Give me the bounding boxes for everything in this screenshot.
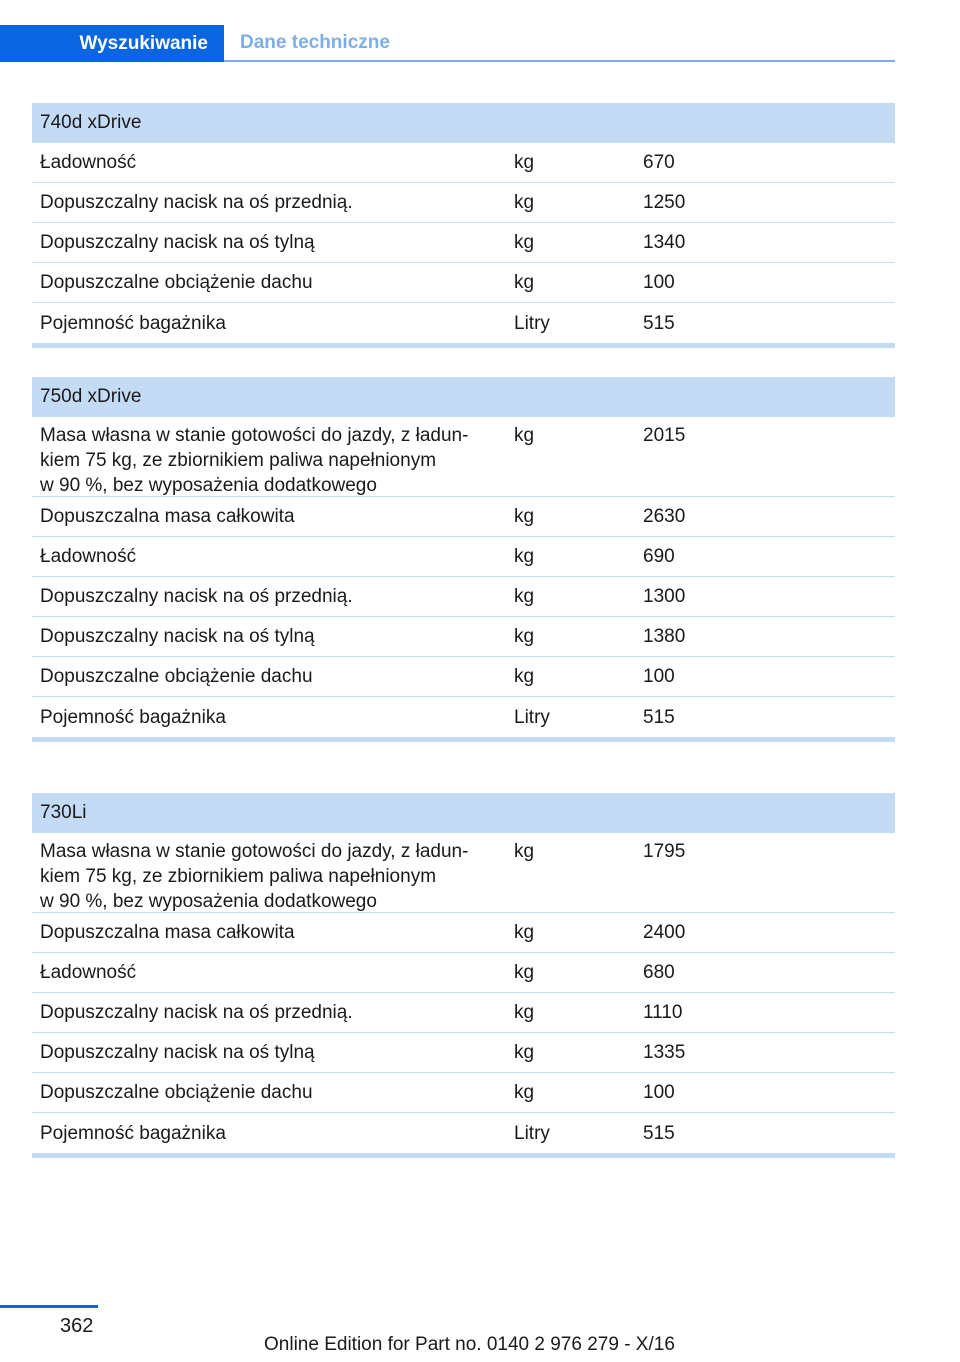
tab-search[interactable]: Wyszukiwanie xyxy=(0,25,224,62)
table-row xyxy=(32,913,895,953)
spec-table-750d xyxy=(32,377,895,742)
row-unit: kg xyxy=(514,666,535,687)
row-value: 2400 xyxy=(643,922,686,943)
row-label: Ładowność xyxy=(40,962,137,983)
row-unit: kg xyxy=(514,506,535,527)
row-label: Dopuszczalne obciążenie dachu xyxy=(40,1082,313,1103)
row-value: 1380 xyxy=(643,626,686,647)
row-label: Pojemność bagażnika xyxy=(40,312,226,334)
row-unit: kg xyxy=(514,1002,535,1023)
table-bottom-rule xyxy=(32,1153,895,1158)
row-value: 680 xyxy=(643,962,675,983)
table-row xyxy=(32,223,895,263)
table-row xyxy=(32,497,895,537)
row-value: 1110 xyxy=(643,1002,683,1023)
table-title: 730Li xyxy=(32,793,895,833)
row-unit: kg xyxy=(514,841,535,862)
footer-rule xyxy=(0,1305,98,1308)
row-label: Ładowność xyxy=(40,152,137,173)
row-label: Pojemność bagażnika xyxy=(40,1122,226,1144)
row-value: 2630 xyxy=(643,506,686,527)
table-row xyxy=(32,1073,895,1113)
row-label: Dopuszczalne obciążenie dachu xyxy=(40,666,313,687)
table-row xyxy=(32,617,895,657)
table-row xyxy=(32,1033,895,1073)
page-header xyxy=(0,25,895,61)
table-row xyxy=(32,953,895,993)
row-unit: Litry xyxy=(514,706,550,728)
row-unit: Litry xyxy=(514,312,550,334)
table-row xyxy=(32,263,895,303)
row-value: 2015 xyxy=(643,425,686,446)
row-value: 100 xyxy=(643,1082,675,1103)
table-row xyxy=(32,183,895,223)
row-label: Dopuszczalna masa całkowita xyxy=(40,506,295,527)
row-label: Pojemność bagażnika xyxy=(40,706,226,728)
row-unit: kg xyxy=(514,152,535,173)
table-row xyxy=(32,1113,895,1153)
spec-table-730li xyxy=(32,793,895,1158)
table-row xyxy=(32,577,895,617)
table-title: 740d xDrive xyxy=(32,103,895,143)
row-unit: kg xyxy=(514,1042,535,1063)
table-row xyxy=(32,303,895,343)
row-label: Masa własna w stanie gotowości do jazdy, z ładun- kiem 75 kg, ze zbiornikiem paliwa napełnionym w 90 %, bez wyposażenia dodatkowego xyxy=(40,425,469,496)
row-value: 670 xyxy=(643,152,675,173)
row-value: 1335 xyxy=(643,1042,686,1063)
table-row xyxy=(32,833,895,913)
row-unit: kg xyxy=(514,626,535,647)
table-bottom-rule xyxy=(32,343,895,348)
row-unit: kg xyxy=(514,546,535,567)
row-label: Dopuszczalny nacisk na oś tylną xyxy=(40,1042,315,1063)
edition-note: Online Edition for Part no. 0140 2 976 279 - X/16 xyxy=(264,1334,675,1355)
row-value: 690 xyxy=(643,546,675,567)
table-row xyxy=(32,537,895,577)
row-value: 1340 xyxy=(643,232,686,253)
row-unit: kg xyxy=(514,962,535,983)
row-unit: kg xyxy=(514,272,535,293)
row-unit: kg xyxy=(514,425,535,446)
row-value: 1250 xyxy=(643,192,686,213)
table-title: 750d xDrive xyxy=(32,377,895,417)
row-label: Dopuszczalna masa całkowita xyxy=(40,922,295,943)
table-row xyxy=(32,657,895,697)
row-unit: Litry xyxy=(514,1122,550,1144)
row-value: 515 xyxy=(643,706,675,728)
row-label: Dopuszczalne obciążenie dachu xyxy=(40,272,313,293)
row-unit: kg xyxy=(514,192,535,213)
row-label: Dopuszczalny nacisk na oś tylną xyxy=(40,626,315,647)
row-unit: kg xyxy=(514,1082,535,1103)
row-value: 100 xyxy=(643,666,675,687)
table-row xyxy=(32,143,895,183)
row-label: Ładowność xyxy=(40,546,137,567)
row-value: 100 xyxy=(643,272,675,293)
row-value: 1795 xyxy=(643,841,686,862)
row-unit: kg xyxy=(514,922,535,943)
page-number: 362 xyxy=(60,1315,94,1337)
table-row xyxy=(32,417,895,497)
spec-table-740d xyxy=(32,103,895,348)
table-row xyxy=(32,697,895,737)
row-unit: kg xyxy=(514,232,535,253)
row-value: 515 xyxy=(643,1122,675,1144)
row-label: Dopuszczalny nacisk na oś przednią. xyxy=(40,586,353,607)
row-value: 1300 xyxy=(643,586,686,607)
row-label: Masa własna w stanie gotowości do jazdy, z ładun- kiem 75 kg, ze zbiornikiem paliwa napełnionym w 90 %, bez wyposażenia dodatkowego xyxy=(40,841,469,912)
tab-technical-data[interactable]: Dane techniczne xyxy=(240,31,390,53)
table-row xyxy=(32,993,895,1033)
row-label: Dopuszczalny nacisk na oś przednią. xyxy=(40,192,353,213)
row-label: Dopuszczalny nacisk na oś tylną xyxy=(40,232,315,253)
row-unit: kg xyxy=(514,586,535,607)
row-value: 515 xyxy=(643,312,675,334)
row-label: Dopuszczalny nacisk na oś przednią. xyxy=(40,1002,353,1023)
table-bottom-rule xyxy=(32,737,895,742)
